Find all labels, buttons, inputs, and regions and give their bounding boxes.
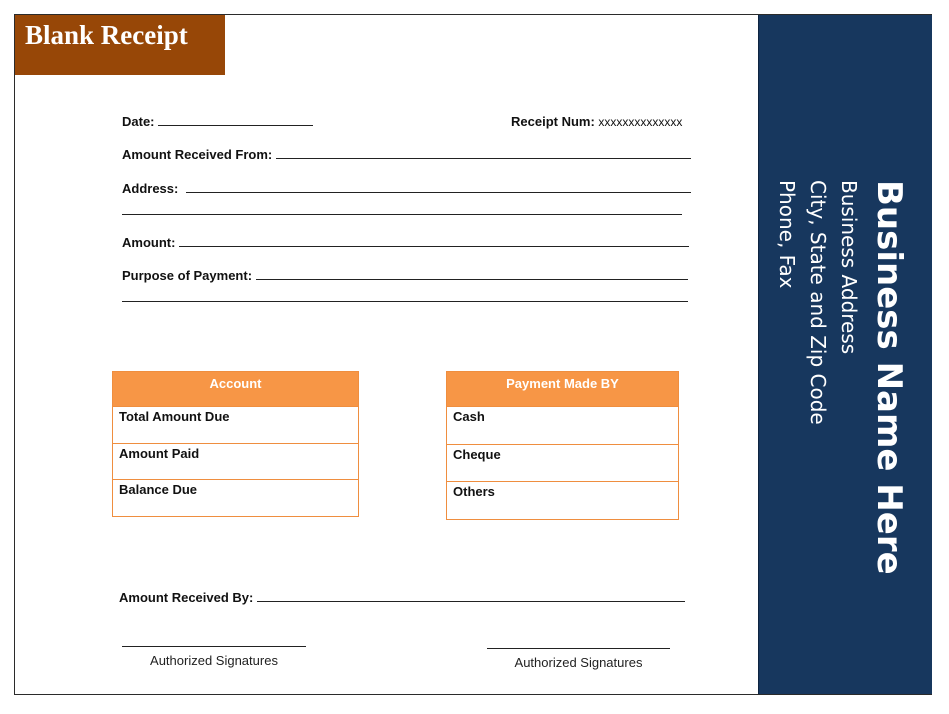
payment-row-others: Others <box>453 484 495 499</box>
date-line[interactable] <box>158 115 313 126</box>
signature-left-line[interactable] <box>122 646 306 647</box>
account-table-header: Account <box>113 372 358 407</box>
business-name: Business Name Here <box>869 180 909 575</box>
amount-field <box>122 235 689 250</box>
payment-table <box>446 371 679 520</box>
signature-left-label: Authorized Signatures <box>150 653 278 668</box>
amount-label: Amount: <box>122 235 176 250</box>
receipt-title: Blank Receipt <box>15 15 225 75</box>
account-row-balance-due: Balance Due <box>119 482 198 497</box>
address-label: Address: <box>122 181 179 196</box>
purpose-line-2[interactable] <box>122 301 688 302</box>
signature-right-label: Authorized Signatures <box>514 655 643 670</box>
business-phone-fax: Phone, Fax <box>775 180 799 289</box>
purpose-label: Purpose of Payment: <box>122 268 253 283</box>
signature-right-line[interactable] <box>487 648 670 649</box>
account-row-amount-paid: Amount Paid <box>113 444 358 480</box>
business-info <box>771 180 908 600</box>
amount-received-by-line[interactable] <box>257 591 685 602</box>
purpose-line-1[interactable] <box>256 269 688 280</box>
signature-left <box>122 646 306 668</box>
amount-received-by-field <box>119 590 685 605</box>
amount-line[interactable] <box>179 236 689 247</box>
amount-received-by-label: Amount Received By: <box>119 590 254 605</box>
address-line-2[interactable] <box>122 214 682 215</box>
amount-received-from-line[interactable] <box>276 148 691 159</box>
payment-table-header: Payment Made BY <box>447 372 678 407</box>
receipt-num-field <box>511 114 682 129</box>
signature-right <box>487 648 670 670</box>
address-line-1[interactable] <box>186 182 691 193</box>
receipt-num-value: xxxxxxxxxxxxxx <box>598 115 683 129</box>
receipt-num-label: Receipt Num: <box>511 114 595 129</box>
amount-received-from-label: Amount Received From: <box>122 147 273 162</box>
address-field <box>122 181 691 196</box>
payment-row-cheque: Cheque <box>447 445 678 482</box>
amount-received-from-field <box>122 147 691 162</box>
purpose-field <box>122 268 688 283</box>
date-label: Date: <box>122 114 155 129</box>
payment-row-cash: Cash <box>447 407 678 445</box>
date-field <box>122 114 313 129</box>
account-table <box>112 371 359 517</box>
business-address: Business Address <box>837 180 861 355</box>
account-row-total-amount-due: Total Amount Due <box>113 407 358 444</box>
business-city-state-zip: City, State and Zip Code <box>806 180 830 425</box>
